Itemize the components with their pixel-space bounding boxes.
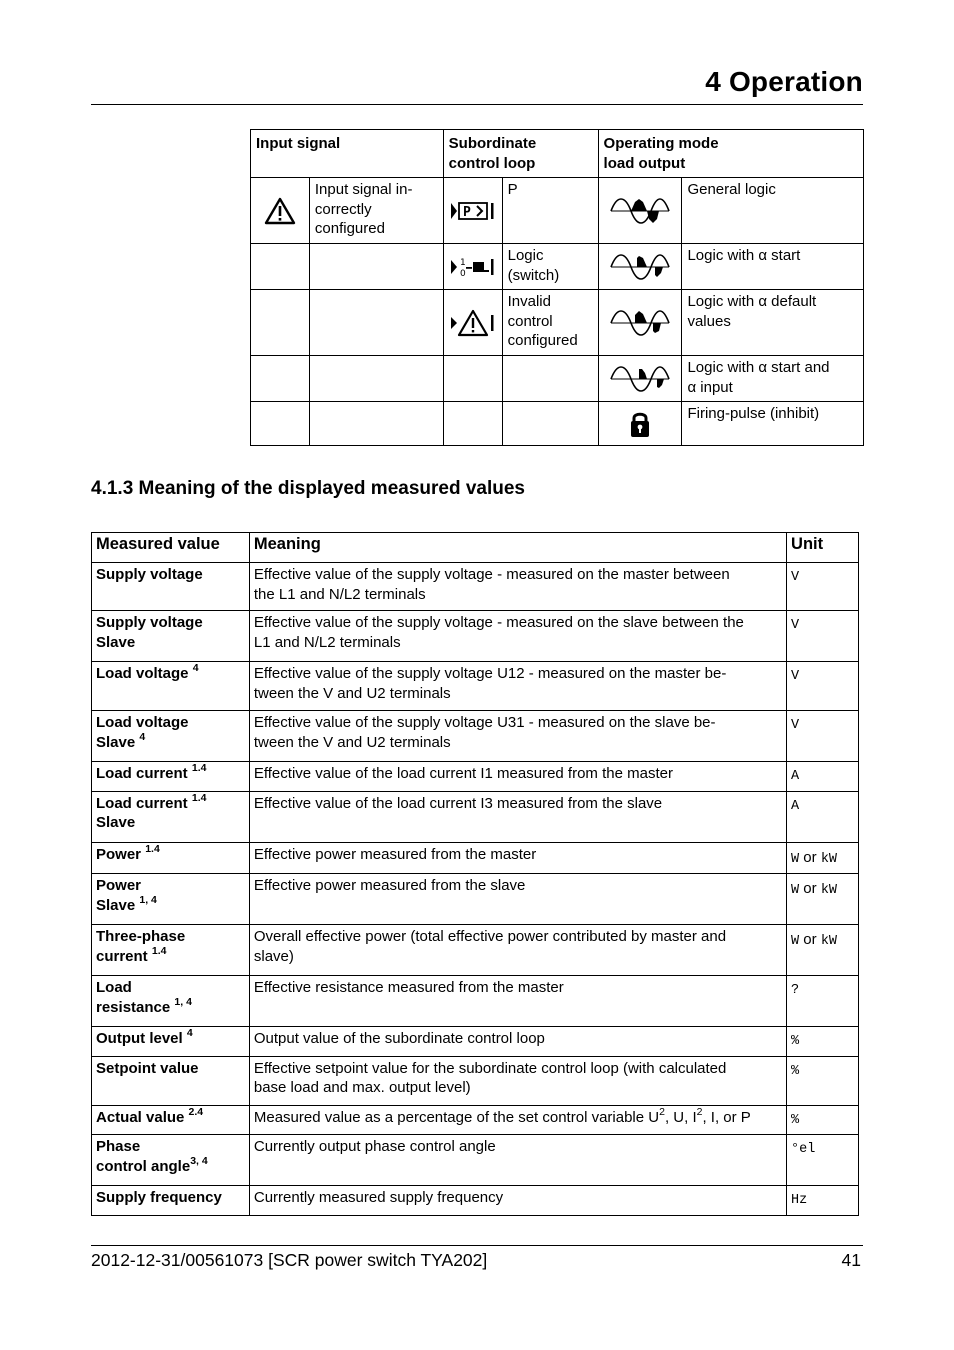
section-heading (91, 478, 525, 500)
unit-text: % (787, 1027, 859, 1057)
loop-text: P (502, 178, 598, 244)
meaning-text: Effective power measured from the slave (249, 874, 786, 925)
table-row (92, 762, 859, 792)
meaning-text: Output value of the subordinate control loop (249, 1027, 786, 1057)
mode-text: General logic (682, 178, 864, 244)
empty-cell (443, 402, 502, 446)
alpha-input-wave-icon (598, 356, 682, 402)
footnote-reference: 1, 4 (139, 893, 157, 906)
unit-text: °el (787, 1135, 859, 1186)
footnote-reference: 4 (192, 662, 199, 674)
measured-value-name: Load resistance $^{1, 4}$ (92, 976, 250, 1027)
table-row (251, 356, 864, 402)
unit-text: A (787, 791, 859, 842)
warning-triangle-icon (251, 178, 310, 244)
table-row (251, 290, 864, 356)
footnote-reference: 3, 4 (190, 1154, 208, 1167)
header-meaning: Meaning (249, 533, 786, 563)
loop-text: Invalid control configured (502, 290, 598, 356)
footnote-reference: 1, 4 (174, 995, 192, 1008)
header-measured-value: Measured value (92, 533, 250, 563)
empty-cell (443, 356, 502, 402)
svg-text:1: 1 (459, 257, 466, 268)
measured-value-name: Setpoint value (92, 1056, 250, 1105)
empty-cell (309, 244, 443, 290)
meaning-text: Currently measured supply frequency (249, 1186, 786, 1216)
measured-value-name: Power Slave $^{1, 4}$ (92, 874, 250, 925)
unit-text: V (787, 611, 859, 662)
unit-text: W or kW (787, 874, 859, 925)
unit-text: V (787, 662, 859, 711)
table-row (92, 1135, 859, 1186)
meaning-text: Effective power measured from the master (249, 842, 786, 874)
unit-text: ? (787, 976, 859, 1027)
table-row (92, 976, 859, 1027)
empty-cell (251, 356, 310, 402)
empty-cell (309, 356, 443, 402)
svg-text:0: 0 (459, 268, 466, 279)
alpha-default-wave-icon (598, 290, 682, 356)
footnote-reference: 1.4 (191, 762, 207, 774)
meaning-text: Effective value of the load current I1 measured from the master (249, 762, 786, 792)
footnote-reference: 1.4 (145, 842, 160, 855)
footnote-reference: 4 (186, 1027, 193, 1039)
p-controller-icon (443, 178, 502, 244)
section-title: Meaning of the displayed measured values (138, 478, 525, 499)
header-rule (91, 104, 863, 105)
lock-icon (598, 402, 682, 446)
operating-modes-table (250, 129, 864, 446)
unit-text: % (787, 1105, 859, 1135)
section-number: 4.1.3 (91, 478, 134, 499)
meaning-text: Measured value as a percentage of the set control variable $U^2$, U, $I^2$, I, or P (249, 1105, 786, 1135)
table-header-row (92, 533, 859, 563)
measured-value-name: Output level $^4$ (92, 1027, 250, 1057)
table-row (92, 662, 859, 711)
unit-text: Hz (787, 1186, 859, 1216)
meaning-text: Effective value of the load current I3 measured from the slave (249, 791, 786, 842)
document-reference: 2012-12-31/00561073 [SCR power switch TYA202] (91, 1250, 488, 1270)
table-row (92, 842, 859, 874)
meaning-text: Effective value of the supply voltage - measured on the master between the L1 and N/L2 terminals (249, 563, 786, 611)
unit-text: % (787, 1056, 859, 1105)
page-number: 41 (841, 1250, 861, 1270)
meaning-text: Currently output phase control angle (249, 1135, 786, 1186)
header-input-signal: Input signal (251, 130, 444, 178)
unit-text: W or kW (787, 842, 859, 874)
table-row (92, 611, 859, 662)
empty-cell (502, 402, 598, 446)
mode-text: Firing-pulse (inhibit) (682, 402, 864, 446)
measured-value-name: Load voltage $^4$ (92, 662, 250, 711)
header-operating-mode: Operating mode load output (598, 130, 863, 178)
measured-value-name: Load current $^{1.4}$ Slave (92, 791, 250, 842)
logic-switch-icon (443, 244, 502, 290)
meaning-text: Overall effective power (total effective power contributed by master and slave) (249, 925, 786, 976)
measured-value-name: Three-phase current $^{1.4}$ (92, 925, 250, 976)
table-row (92, 1056, 859, 1105)
unit-text: W or kW (787, 925, 859, 976)
loop-text: Logic (switch) (502, 244, 598, 290)
meaning-text: Effective value of the supply voltage - measured on the slave between the L1 and N/L2 terminals (249, 611, 786, 662)
table-row (251, 244, 864, 290)
footnote-reference: 1.4 (191, 791, 207, 804)
table-row (92, 791, 859, 842)
empty-cell (251, 244, 310, 290)
svg-text:P: P (462, 204, 471, 220)
meaning-text: Effective setpoint value for the subordinate control loop (with calculated base load and max. output level) (249, 1056, 786, 1105)
measured-values-table (91, 532, 859, 1216)
header-unit: Unit (787, 533, 859, 563)
table-row (92, 1105, 859, 1135)
table-row (92, 1186, 859, 1216)
measured-value-name: Power $^{1.4}$ (92, 842, 250, 874)
empty-cell (251, 402, 310, 446)
unit-text: A (787, 762, 859, 792)
alpha-start-wave-icon (598, 244, 682, 290)
table-row (92, 1027, 859, 1057)
footnote-reference: 2.4 (188, 1105, 204, 1118)
measured-value-name: Load voltage Slave $^4$ (92, 711, 250, 762)
input-signal-text: Input signal in- correctly configured (309, 178, 443, 244)
empty-cell (309, 402, 443, 446)
measured-value-name: Supply voltage (92, 563, 250, 611)
header-subordinate-control-loop: Subordinate control loop (443, 130, 598, 178)
general-logic-wave-icon (598, 178, 682, 244)
meaning-text: Effective value of the supply voltage U12 - measured on the master be- tween the V and U2 terminals (249, 662, 786, 711)
table-row (92, 925, 859, 976)
footnote-reference: 4 (139, 730, 146, 743)
measured-value-name: Load current $^{1.4}$ (92, 762, 250, 792)
table-row (92, 711, 859, 762)
measured-value-name: Actual value $^{2.4}$ (92, 1105, 250, 1135)
empty-cell (502, 356, 598, 402)
table-header-row (251, 130, 864, 178)
measured-value-name: Supply voltage Slave (92, 611, 250, 662)
unit-text: V (787, 711, 859, 762)
table-row (251, 178, 864, 244)
measured-value-name: Supply frequency (92, 1186, 250, 1216)
empty-cell (309, 290, 443, 356)
meaning-text: Effective resistance measured from the master (249, 976, 786, 1027)
measured-value-name: Phase control angle$^{3, 4}$ (92, 1135, 250, 1186)
footer-rule (91, 1245, 863, 1246)
table-row (92, 563, 859, 611)
footnote-reference: 1.4 (151, 944, 167, 957)
table-row (92, 874, 859, 925)
unit-text: V (787, 563, 859, 611)
mode-text: Logic with α default values (682, 290, 864, 356)
empty-cell (251, 290, 310, 356)
mode-text: Logic with α start (682, 244, 864, 290)
invalid-control-warning-icon (443, 290, 502, 356)
chapter-title: 4 Operation (705, 66, 863, 97)
mode-text: Logic with α start and α input (682, 356, 864, 402)
table-row (251, 402, 864, 446)
meaning-text: Effective value of the supply voltage U31 - measured on the slave be- tween the V and U2 terminals (249, 711, 786, 762)
